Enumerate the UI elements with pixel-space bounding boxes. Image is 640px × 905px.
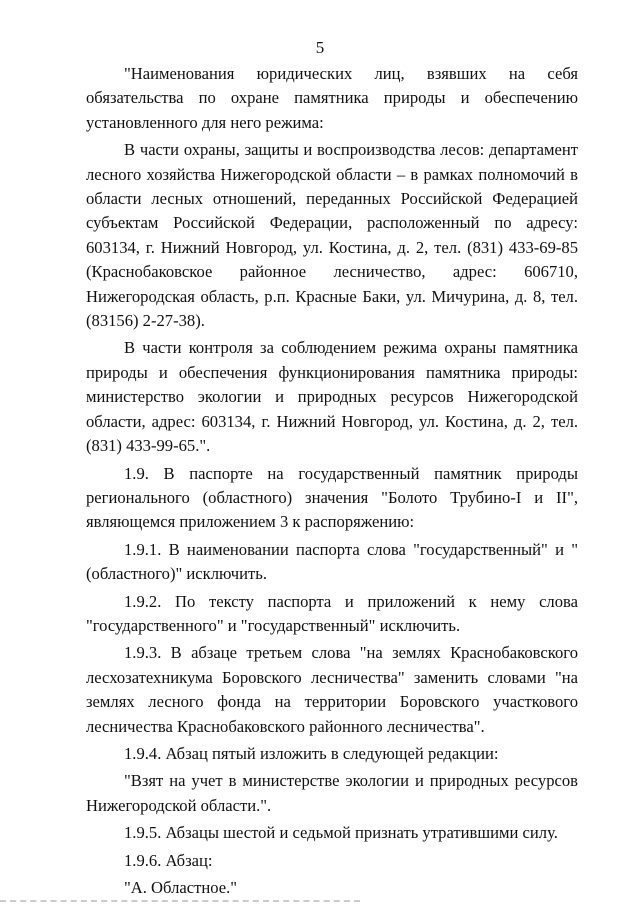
paragraph-regional: "А. Областное." [124, 878, 237, 897]
paragraph-1-9: 1.9. В паспорте на государственный памятник природы регионального (областного) значения "Болото Трубино-I и II", являющемся приложением 3 к распоряжению: [86, 463, 578, 532]
paragraph-legal-entities-heading: "Наименования юридических лиц, взявших на себя обязательства по охране памятника природы и обеспечению установленного для него режима: [86, 64, 578, 132]
paragraph-1-9-3: 1.9.3. В абзаце третьем слова "на землях Краснобаковского лесхозатехникума Боровского лесничества" заменить словами "на землях лесного фонда на территории Боровского участкового лесничества Краснобаковского районного лесничества". [86, 643, 578, 736]
scan-artifact-line [0, 900, 360, 902]
paragraph-control-regime: В части контроля за соблюдением режима охраны памятника природы и обеспечения функционирования памятника природы: министерство экологии и природных ресурсов Нижегородской области, адрес: 603134, г. Нижний Новгород, ул. Костина, д. 2, тел. (831) 433-99-65.". [86, 338, 578, 456]
paragraph-1-9-5: 1.9.5. Абзацы шестой и седьмой признать утратившими силу. [124, 823, 558, 843]
paragraph-1-9-1: 1.9.1. В наименовании паспорта слова "государственный" и "(областного)" исключить. [86, 539, 578, 584]
paragraph-new-wording: "Взят на учет в министерстве экологии и природных ресурсов Нижегородской области.". [86, 771, 578, 815]
paragraph-1-9-2: 1.9.2. По тексту паспорта и приложений к нему слова "государственного" и "государственный" исключить. [86, 591, 578, 635]
page-number: 5 [315, 38, 325, 57]
document-body [86, 62, 578, 903]
paragraph-1-9-4: 1.9.4. Абзац пятый изложить в следующей редакции: [124, 743, 499, 763]
paragraph-forest-protection: В части охраны, защиты и воспроизводства лесов: департамент лесного хозяйства Нижегородской области – в рамках полномочий в области лесных отношений, переданных Российской Федерацией субъектам Российской Федерации, расположенный по адресу: 603134, г. Нижний Новгород, ул. Костина, д. 2, тел. (831) 433-69-85 (Краснобаковское районное лесничество, адрес: 606710, Нижегородская область, р.п. Красные Баки, ул. Мичурина, д. 8, тел. (83156) 2-27-38). [86, 140, 578, 331]
paragraph-1-9-6: 1.9.6. Абзац: [124, 850, 213, 870]
